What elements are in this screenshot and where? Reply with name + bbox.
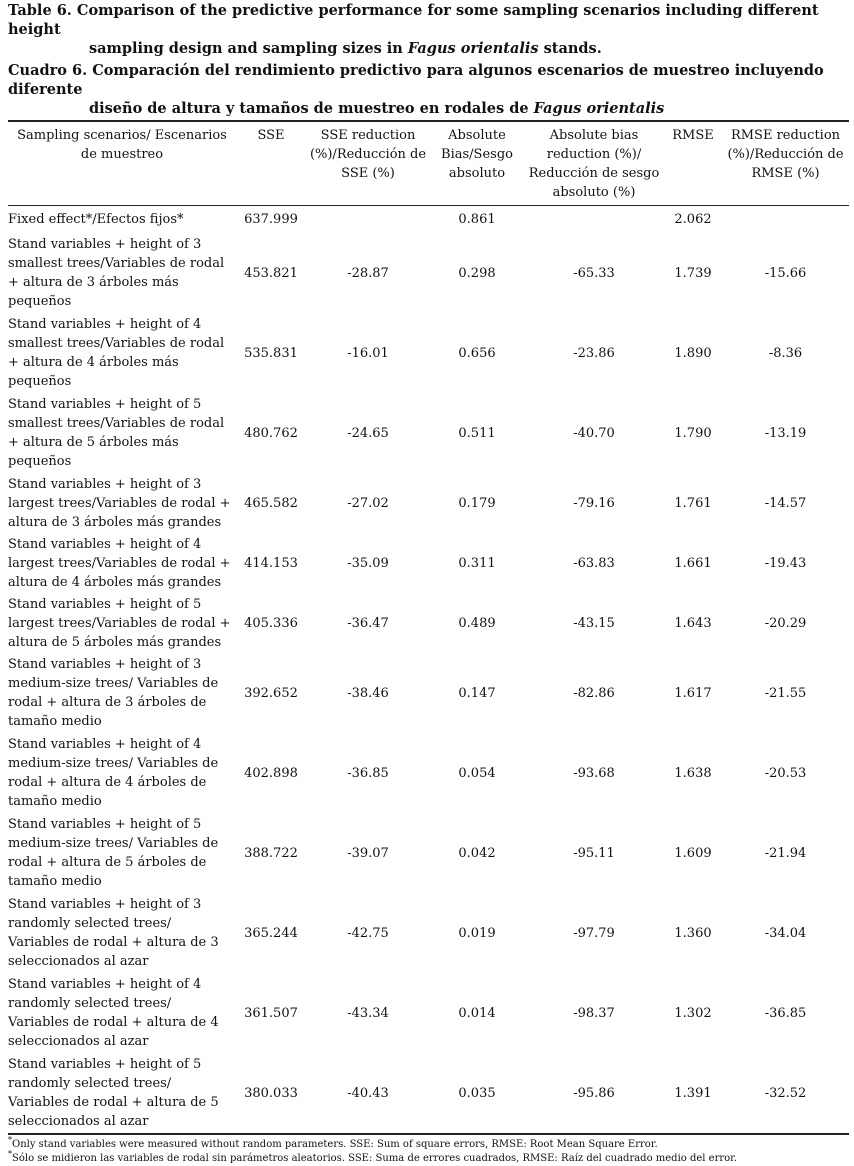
table-row [8, 593, 849, 653]
cell-absolute-bias-reduction: -79.16 [573, 495, 615, 511]
footnote-english: *Only stand variables were measured without random parameters. SSE: Sum of square errors, RMSE: Root Mean Square Error. [8, 1135, 658, 1150]
cell-rmse: 1.360 [674, 925, 712, 941]
table-row [8, 206, 849, 234]
caption-spanish [8, 61, 849, 99]
cell-absolute-bias-reduction: -98.37 [573, 1005, 615, 1021]
cell-sse-reduction: -39.07 [347, 845, 389, 861]
cell-sse-reduction: -28.87 [347, 265, 389, 281]
cell-scenario: Stand variables + height of 4 randomly selected trees/ Variables de rodal + altura de 4 seleccionados al azar [8, 977, 219, 1049]
table-row [8, 1053, 849, 1134]
cell-sse: 405.336 [244, 615, 298, 631]
cell-absolute-bias: 0.147 [458, 685, 496, 701]
cell-rmse-reduction: -14.57 [764, 495, 807, 511]
cell-rmse: 1.638 [674, 765, 712, 781]
cell-absolute-bias-reduction: -95.11 [573, 845, 615, 861]
cell-absolute-bias: 0.489 [458, 615, 496, 631]
cell-rmse-reduction: -32.52 [722, 1053, 849, 1134]
cell-sse: 414.153 [244, 555, 298, 571]
cell-absolute-bias-reduction: -95.86 [524, 1053, 664, 1134]
cell-rmse: 1.890 [674, 345, 712, 361]
cell-absolute-bias: 0.179 [458, 495, 496, 511]
table-row [8, 653, 849, 733]
cell-absolute-bias: 0.042 [458, 845, 496, 861]
caption-en-text: Comparison of the predictive performance for some sampling scenarios including different height [8, 2, 819, 38]
footnote-spanish: *Sólo se midieron las variables de rodal sin parámetros aleatorios. SSE: Suma de errores cuadrados, RMSE: Raíz del cuadrado medio del error. [8, 1149, 738, 1164]
cell-absolute-bias-reduction: -65.33 [573, 265, 615, 281]
cell-absolute-bias: 0.054 [458, 765, 496, 781]
cell-sse-reduction [306, 206, 430, 234]
header-absolute-bias: Absolute Bias/Sesgo absoluto [430, 121, 524, 206]
caption-english [8, 0, 849, 39]
cell-sse: 365.244 [244, 925, 298, 941]
cell-absolute-bias: 0.019 [458, 925, 496, 941]
caption-spanish-cont: diseño de altura y tamaños de muestreo en rodales de Fagus orientalis [89, 100, 665, 117]
cell-rmse-reduction: -13.19 [764, 425, 807, 441]
cell-absolute-bias-reduction: -93.68 [573, 765, 615, 781]
cell-sse-reduction: -16.01 [347, 345, 389, 361]
cell-scenario: Stand variables + height of 5 medium-size trees/ Variables de rodal + altura de 5 árboles de tamaño medio [8, 817, 219, 889]
table-row [8, 473, 849, 533]
table-caption [8, 0, 849, 118]
cell-rmse: 1.790 [674, 425, 712, 441]
cell-rmse-reduction: -20.29 [764, 615, 807, 631]
table-row [8, 393, 849, 473]
cell-absolute-bias-reduction: -97.79 [573, 925, 615, 941]
cell-scenario: Stand variables + height of 5 largest trees/Variables de rodal + altura de 5 árboles más grandes [8, 596, 231, 650]
cell-sse-reduction: -36.47 [347, 615, 389, 631]
cell-absolute-bias: 0.311 [458, 555, 496, 571]
results-table [8, 120, 849, 1135]
cell-sse: 402.898 [244, 765, 298, 781]
cell-rmse-reduction: -36.85 [764, 1005, 807, 1021]
cell-sse-reduction: -27.02 [347, 495, 389, 511]
cell-rmse-reduction: -8.36 [768, 345, 803, 361]
species-name-es: Fagus orientalis [533, 100, 665, 117]
cell-rmse: 1.739 [674, 265, 712, 281]
cell-rmse: 1.617 [674, 685, 712, 701]
cell-scenario: Stand variables + height of 5 randomly selected trees/ Variables de rodal + altura de 5 seleccionados al azar [8, 1053, 236, 1134]
cell-rmse: 1.609 [674, 845, 712, 861]
cell-scenario: Fixed effect*/Efectos fijos* [8, 212, 184, 227]
cell-sse-reduction: -43.34 [347, 1005, 389, 1021]
cell-rmse: 2.062 [674, 212, 712, 227]
cell-absolute-bias: 0.014 [458, 1005, 496, 1021]
table-row [8, 233, 849, 313]
cell-sse-reduction: -35.09 [347, 555, 389, 571]
cell-sse: 480.762 [244, 425, 298, 441]
caption-es-text: Comparación del rendimiento predictivo para algunos escenarios de muestreo incluyendo diferente [8, 62, 824, 98]
species-name: Fagus orientalis [407, 40, 539, 57]
cell-sse: 388.722 [244, 845, 298, 861]
header-sse: SSE [236, 121, 306, 206]
cell-scenario: Stand variables + height of 4 medium-size trees/ Variables de rodal + altura de 4 árboles de tamaño medio [8, 737, 219, 809]
cell-rmse: 1.391 [664, 1053, 722, 1134]
cell-sse-reduction: -36.85 [347, 765, 389, 781]
cell-rmse: 1.761 [674, 495, 712, 511]
cell-sse: 453.821 [244, 265, 298, 281]
cell-rmse: 1.643 [674, 615, 712, 631]
cell-rmse: 1.302 [674, 1005, 712, 1021]
cell-sse: 392.652 [244, 685, 298, 701]
cell-scenario: Stand variables + height of 3 smallest trees/Variables de rodal + altura de 3 árboles más pequeños [8, 237, 225, 309]
header-row [8, 121, 849, 206]
cell-sse: 361.507 [244, 1005, 298, 1021]
table-row [8, 813, 849, 893]
cell-sse: 465.582 [244, 495, 298, 511]
caption-en-label: Table 6. [8, 2, 72, 19]
cell-rmse: 1.661 [674, 555, 712, 571]
header-sse-reduction: SSE reduction (%)/Reducción de SSE (%) [306, 121, 430, 206]
cell-absolute-bias: 0.861 [458, 212, 496, 227]
cell-scenario: Stand variables + height of 3 largest trees/Variables de rodal + altura de 3 árboles más grandes [8, 476, 231, 530]
cell-scenario: Stand variables + height of 4 smallest trees/Variables de rodal + altura de 4 árboles más pequeños [8, 317, 225, 389]
cell-scenario: Stand variables + height of 5 smallest trees/Variables de rodal + altura de 5 árboles más pequeños [8, 397, 225, 469]
cell-absolute-bias-reduction [524, 206, 664, 234]
cell-absolute-bias-reduction: -63.83 [573, 555, 615, 571]
cell-rmse-reduction: -15.66 [764, 265, 807, 281]
cell-rmse-reduction: -21.55 [764, 685, 807, 701]
cell-rmse-reduction: -34.04 [764, 925, 807, 941]
table-row [8, 313, 849, 393]
cell-scenario: Stand variables + height of 3 medium-size trees/ Variables de rodal + altura de 3 árboles de tamaño medio [8, 657, 219, 729]
table-row [8, 733, 849, 813]
cell-scenario: Stand variables + height of 4 largest trees/Variables de rodal + altura de 4 árboles más grandes [8, 536, 231, 590]
cell-sse: 535.831 [244, 345, 298, 361]
cell-sse: 380.033 [236, 1053, 306, 1134]
cell-absolute-bias-reduction: -43.15 [573, 615, 615, 631]
cell-rmse-reduction: -19.43 [764, 555, 807, 571]
cell-sse-reduction: -24.65 [347, 425, 389, 441]
caption-es-label: Cuadro 6. [8, 62, 88, 79]
cell-rmse-reduction: -21.94 [764, 845, 807, 861]
cell-sse-reduction: -40.43 [306, 1053, 430, 1134]
caption-english-cont: sampling design and sampling sizes in Fagus orientalis stands. [89, 40, 602, 57]
header-absolute-bias-reduction: Absolute bias reduction (%)/ Reducción de sesgo absoluto (%) [524, 121, 664, 206]
cell-rmse-reduction: -20.53 [764, 765, 807, 781]
cell-absolute-bias: 0.035 [430, 1053, 524, 1134]
header-rmse-reduction: RMSE reduction (%)/Reducción de RMSE (%) [722, 121, 849, 206]
cell-absolute-bias-reduction: -40.70 [573, 425, 615, 441]
cell-absolute-bias-reduction: -23.86 [573, 345, 615, 361]
header-rmse: RMSE [664, 121, 722, 206]
table-row [8, 973, 849, 1053]
cell-absolute-bias: 0.298 [458, 265, 496, 281]
footnotes [8, 1135, 849, 1166]
cell-sse-reduction: -38.46 [347, 685, 389, 701]
cell-absolute-bias: 0.511 [458, 425, 496, 441]
table-row [8, 893, 849, 973]
cell-absolute-bias-reduction: -82.86 [573, 685, 615, 701]
cell-sse-reduction: -42.75 [347, 925, 389, 941]
cell-absolute-bias: 0.656 [458, 345, 496, 361]
cell-scenario: Stand variables + height of 3 randomly selected trees/ Variables de rodal + altura de 3 seleccionados al azar [8, 897, 219, 969]
header-scenario: Sampling scenarios/ Escenarios de muestreo [8, 121, 236, 206]
cell-rmse-reduction [722, 206, 849, 234]
table-row [8, 533, 849, 593]
cell-sse: 637.999 [244, 212, 298, 227]
